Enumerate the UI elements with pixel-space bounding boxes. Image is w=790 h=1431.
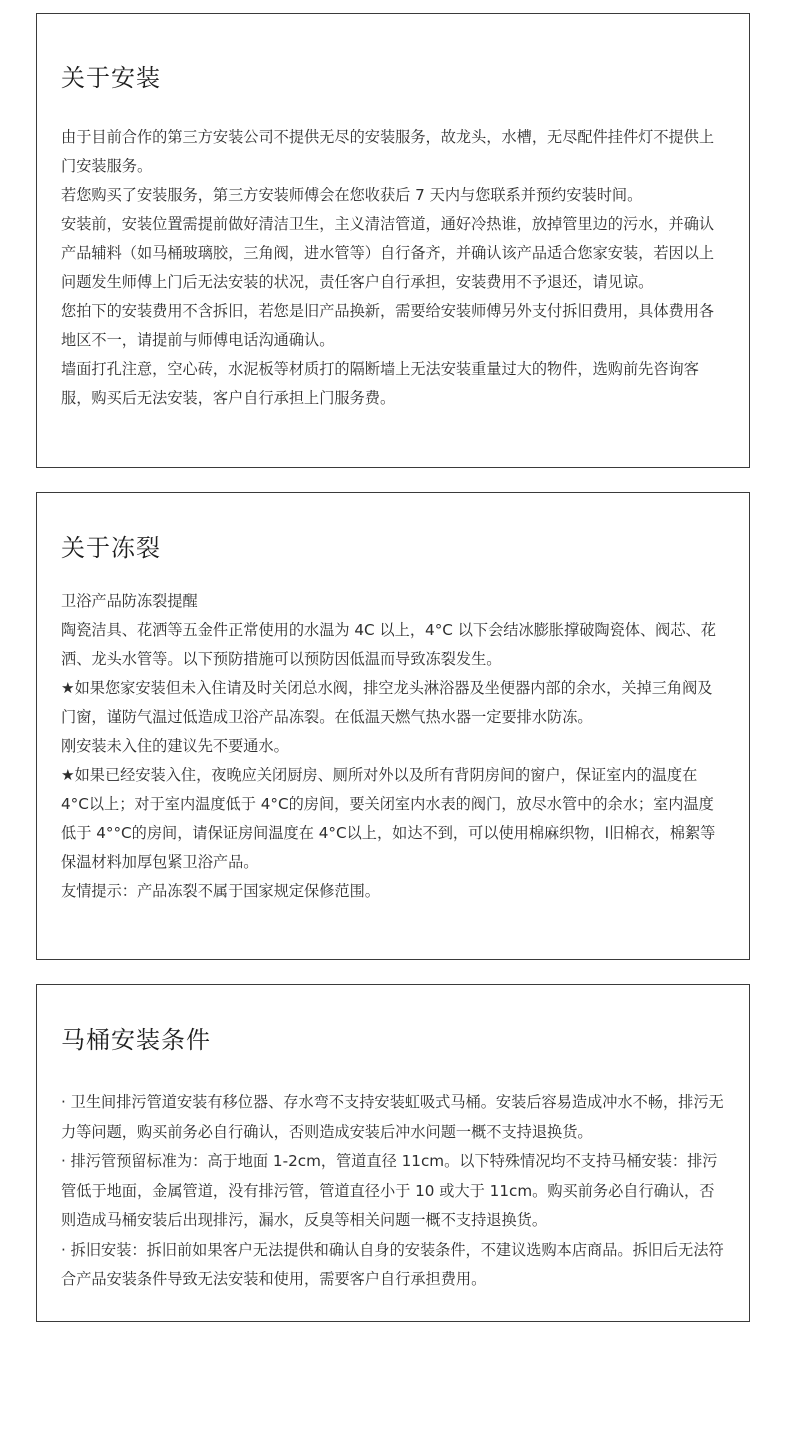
freeze-section	[36, 492, 750, 960]
freeze-title: 关于冻裂	[61, 534, 161, 562]
install-paragraph: 墙面打孔注意，空心砖，水泥板等材质打的隔断墙上无法安装重量过大的物件，选购前先咨询客服，购买后无法安装，客户自行承担上门服务费。	[61, 360, 699, 407]
freeze-paragraph: ★如果您家安装但未入住请及时关闭总水阀，排空龙头淋浴器及坐便器内部的余水，关掉三角阀及门窗，谨防气温过低造成卫浴产品冻裂。在低温天燃气热水器一定要排水防冻。	[61, 679, 713, 726]
install-paragraph: 若您购买了安装服务，第三方安装师傅会在您收获后 7 天内与您联系并预约安装时间。	[61, 186, 643, 204]
freeze-paragraph: 刚安装未入住的建议先不要通水。	[61, 737, 289, 755]
install-paragraph: 由于目前合作的第三方安装公司不提供无尽的安装服务，故龙头，水槽，无尽配件挂件灯不提供上门安装服务。	[61, 128, 715, 175]
toilet-paragraph: · 卫生间排污管道安装有移位器、存水弯不支持安装虹吸式马桶。安装后容易造成冲水不畅，排污无力等问题，购买前务必自行确认，否则造成安装后冲水问题一概不支持退换货。	[61, 1093, 724, 1141]
install-paragraph: 您拍下的安装费用不含拆旧，若您是旧产品换新，需要给安装师傅另外支付拆旧费用，具体费用各地区不一，请提前与师傅电话沟通确认。	[61, 302, 715, 349]
toilet-paragraph: · 拆旧安装：拆旧前如果客户无法提供和确认自身的安装条件，不建议选购本店商品。拆旧后无法符合产品安装条件导致无法安装和使用，需要客户自行承担费用。	[61, 1240, 724, 1288]
toilet-paragraph: · 排污管预留标准为：高于地面 1-2cm，管道直径 11cm。以下特殊情况均不支持马桶安装：排污管低于地面，金属管道，没有排污管，管道直径小于 10 或大于 11cm。购买前务必自行确认，否则造成马桶安装后出现排污，漏水，反臭等相关问题一概不支持退换货。	[61, 1152, 718, 1229]
toilet-section	[36, 984, 750, 1322]
freeze-paragraph: 陶瓷洁具、花洒等五金件正常使用的水温为 4C 以上，4°C 以下会结冰膨胀撑破陶瓷体、阀芯、花洒、龙头水管等。以下预防措施可以预防因低温而导致冻裂发生。	[61, 621, 716, 668]
install-title: 关于安装	[61, 64, 161, 92]
freeze-paragraph: 友情提示：产品冻裂不属于国家规定保修范围。	[61, 882, 380, 900]
toilet-title: 马桶安装条件	[61, 1026, 211, 1054]
install-paragraph: 安装前，安装位置需提前做好清洁卫生，主义清洁管道，通好冷热谁，放掉管里边的污水，并确认产品辅料（如马桶玻璃胶，三角阀，进水管等）自行备齐，并确认该产品适合您家安装，若因以上问题发生师傅上门后无法安装的状况，责任客户自行承担，安装费用不予退还，请见谅。	[61, 215, 715, 291]
freeze-paragraph: 卫浴产品防冻裂提醒	[61, 592, 198, 610]
freeze-paragraph: ★如果已经安装入住，夜晚应关闭厨房、厕所对外以及所有背阴房间的窗户，保证室内的温度在 4°C以上；对于室内温度低于 4°C的房间，要关闭室内水表的阀门，放尽水管中的余水；室内温度低于 4°°C的房间，请保证房间温度在 4°C以上，如达不到，可以使用棉麻织物，l旧棉衣，棉絮等保温材料加厚包紧卫浴产品。	[61, 766, 716, 871]
install-section	[36, 13, 750, 468]
